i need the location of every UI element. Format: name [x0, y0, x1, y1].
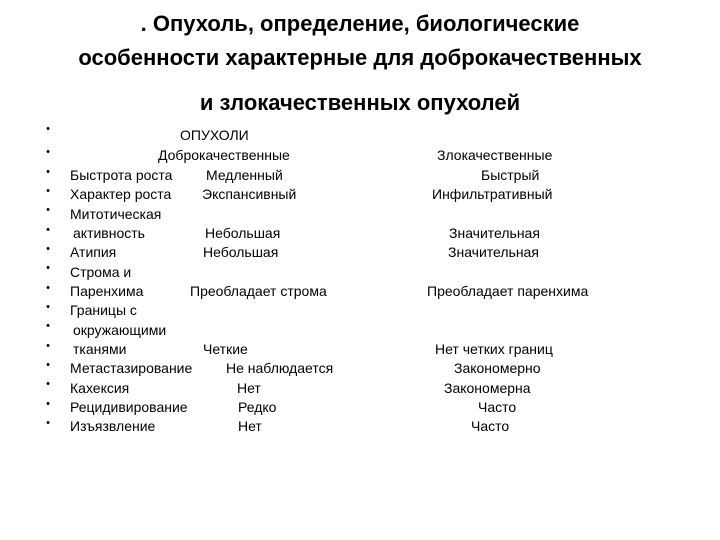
bullet: •: [46, 417, 50, 429]
bullet: •: [46, 301, 50, 313]
bullet: •: [46, 204, 50, 216]
bullet: •: [46, 378, 50, 390]
bullet: •: [46, 359, 50, 371]
bullet: •: [46, 123, 50, 135]
slide-title-line-3: и злокачественных опухолей: [199, 90, 521, 115]
benign-value: Небольшая: [203, 244, 279, 260]
benign-value: Экспансивный: [202, 186, 297, 202]
benign-value: Нет: [238, 418, 262, 434]
benign-value: Не наблюдается: [226, 360, 334, 376]
malignant-value: Нет четких границ: [435, 341, 553, 357]
slide-title-line-1: . Опухоль, определение, биологические: [140, 11, 580, 36]
benign-value: Нет: [237, 380, 261, 396]
bullet: •: [46, 282, 50, 294]
row-label: Быстрота роста: [70, 167, 173, 183]
bullet: •: [46, 146, 50, 158]
row-label: Изъязвление: [70, 418, 156, 434]
bullet: •: [46, 243, 50, 255]
bullet: •: [46, 320, 50, 332]
benign-value: Четкие: [203, 341, 248, 357]
benign-value: Небольшая: [205, 225, 281, 241]
row-label: Характер роста: [70, 186, 172, 202]
malignant-value: Закономерна: [444, 380, 531, 396]
row-label: Метастазирование: [70, 360, 193, 376]
row-label: Рецидивирование: [70, 399, 188, 415]
row-label: Митотическая: [70, 206, 162, 222]
malignant-column-header: Злокачественные: [437, 147, 553, 163]
row-label-continued: тканями: [73, 341, 127, 357]
benign-value: Редко: [238, 399, 277, 415]
malignant-value: Инфильтративный: [432, 186, 553, 202]
malignant-value: Значительная: [449, 225, 540, 241]
bullet: •: [46, 340, 50, 352]
slide-title-line-2: особенности характерные для доброкачественных: [78, 45, 642, 70]
bullet: •: [46, 166, 50, 178]
row-label-continued: активность: [73, 225, 145, 241]
row-label: Атипия: [70, 244, 117, 260]
row-label: Границы с: [70, 302, 137, 318]
bullet: •: [46, 398, 50, 410]
benign-column-header: Доброкачественные: [158, 147, 290, 163]
malignant-value: Значительная: [448, 244, 539, 260]
malignant-value: Часто: [471, 418, 510, 434]
row-label: Строма и: [70, 264, 132, 280]
bullet: •: [46, 262, 50, 274]
benign-value: Медленный: [206, 167, 283, 183]
bullet: •: [46, 224, 50, 236]
row-label: Кахексия: [70, 380, 130, 396]
malignant-value: Преобладает паренхима: [427, 283, 589, 299]
row-label-continued: окружающими: [73, 322, 167, 338]
benign-value: Преобладает строма: [190, 283, 327, 299]
malignant-value: Быстрый: [481, 167, 540, 183]
row-label-continued: Паренхима: [70, 283, 144, 299]
table-header-tumors: ОПУХОЛИ: [180, 127, 249, 143]
bullet: •: [46, 185, 50, 197]
malignant-value: Закономерно: [454, 360, 541, 376]
malignant-value: Часто: [478, 399, 517, 415]
